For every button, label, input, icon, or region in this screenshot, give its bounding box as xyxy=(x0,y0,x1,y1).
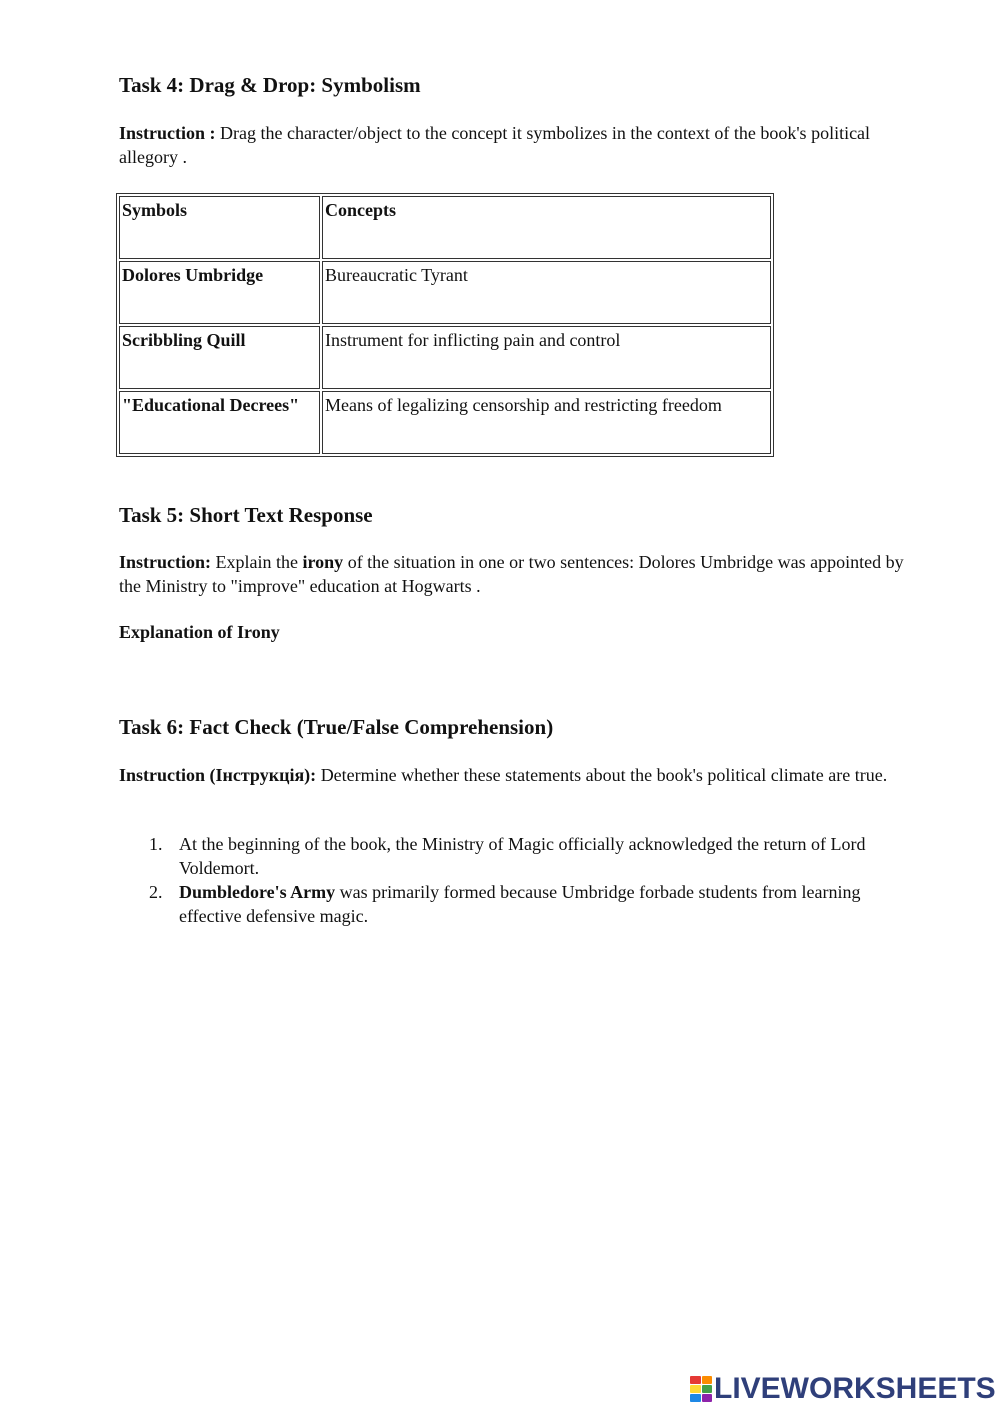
list-item xyxy=(119,832,919,880)
symbol-cell[interactable]: Dolores Umbridge xyxy=(119,261,320,324)
task4-instruction xyxy=(119,121,909,169)
task5-instruction-bold: irony xyxy=(302,552,344,572)
list-item-number: 2. xyxy=(149,882,163,902)
logo-text: LIVEWORKSHEETS xyxy=(714,1372,996,1405)
statement-text: was primarily formed because Umbridge forbade students from learning effective defensive magic. xyxy=(179,882,861,926)
symbol-cell[interactable]: Scribbling Quill xyxy=(119,326,320,389)
statement-list xyxy=(119,832,919,928)
list-item xyxy=(119,880,919,928)
irony-answer-label xyxy=(119,620,909,644)
task5-instruction xyxy=(119,550,909,598)
logo-block xyxy=(702,1394,713,1402)
task5-instruction-pre: Explain the xyxy=(211,552,303,572)
concept-cell[interactable]: Instrument for inflicting pain and control xyxy=(322,326,771,389)
header-symbols: Symbols xyxy=(119,196,320,259)
concept-cell[interactable]: Means of legalizing censorship and restricting freedom xyxy=(322,391,771,454)
task5-title: Task 5: Short Text Response xyxy=(119,503,373,527)
table-row xyxy=(119,326,771,389)
logo-block xyxy=(702,1385,713,1393)
task6-instruction-text: Determine whether these statements about the book's political climate are true. xyxy=(316,765,888,785)
table-row xyxy=(119,261,771,324)
task5-instruction-label: Instruction: xyxy=(119,552,212,572)
logo-block xyxy=(690,1385,701,1393)
symbolism-table xyxy=(116,193,774,457)
task6-title: Task 6: Fact Check (True/False Comprehension) xyxy=(119,715,554,739)
liveworksheets-logo-icon xyxy=(690,1376,712,1402)
task6-instruction xyxy=(119,763,909,787)
header-concepts: Concepts xyxy=(322,196,771,259)
list-item-number: 1. xyxy=(149,834,163,854)
logo-block xyxy=(690,1376,701,1384)
statement-text: At the beginning of the book, the Ministry of Magic officially acknowledged the return of Lord Voldemort. xyxy=(179,834,866,878)
task4-title: Task 4: Drag & Drop: Symbolism xyxy=(119,73,421,97)
liveworksheets-logo xyxy=(690,1374,996,1404)
task4-instruction-label: Instruction : xyxy=(119,123,216,143)
task6-instruction-label: Instruction (Інструкція): xyxy=(119,765,317,785)
task5-instruction-post: of the situation in one or two sentences: Dolores Umbridge was appointed by the Ministry to "improve" education at Hogwarts . xyxy=(119,552,904,596)
concept-cell[interactable]: Bureaucratic Tyrant xyxy=(322,261,771,324)
symbol-cell[interactable]: "Educational Decrees" xyxy=(119,391,320,454)
statement-bold: Dumbledore's Army xyxy=(179,882,336,902)
irony-answer-label-text: Explanation of Irony xyxy=(119,622,280,642)
logo-block xyxy=(702,1376,713,1384)
task4-instruction-text: Drag the character/object to the concept it symbolizes in the context of the book's political allegory . xyxy=(119,123,871,167)
table-row xyxy=(119,391,771,454)
logo-block xyxy=(690,1394,701,1402)
table-header-row xyxy=(119,196,771,259)
